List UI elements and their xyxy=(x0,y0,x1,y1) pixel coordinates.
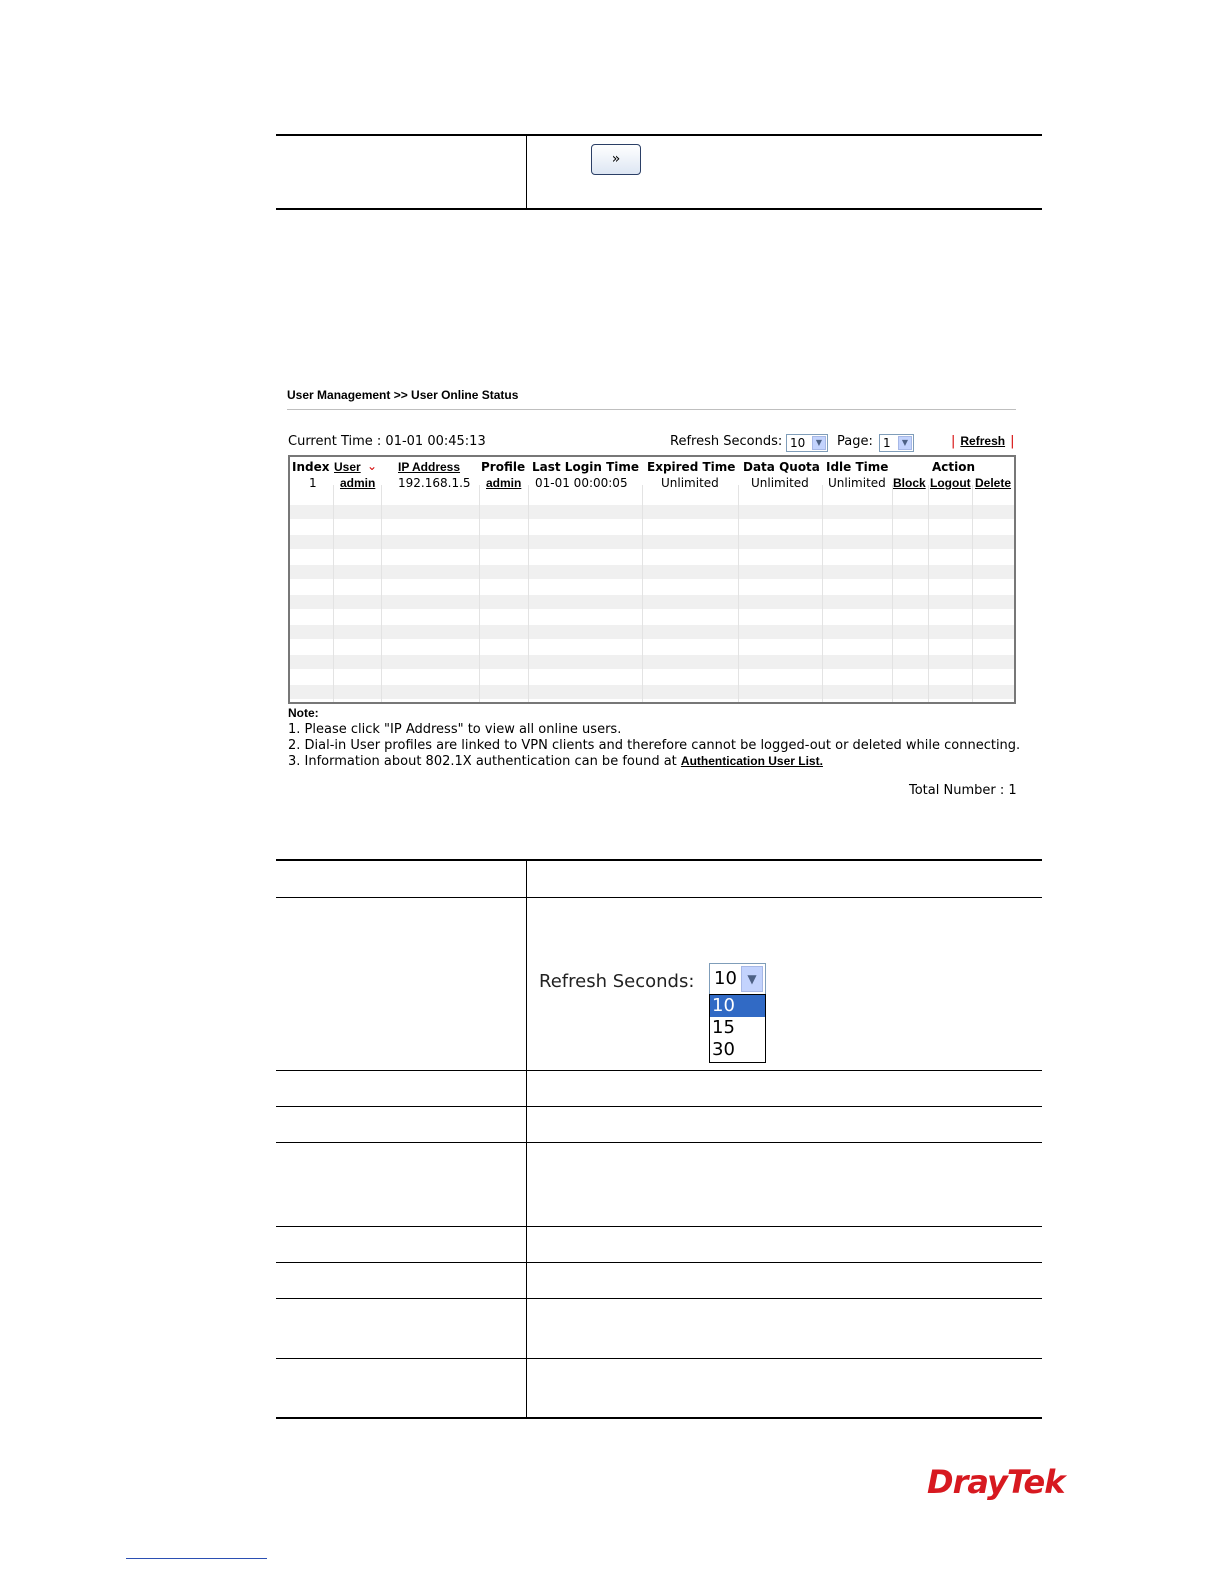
table-row xyxy=(290,655,1014,669)
logout-link[interactable]: Logout xyxy=(930,476,971,490)
cell-profile-link[interactable]: admin xyxy=(486,476,522,490)
option-30[interactable]: 30 xyxy=(712,1039,735,1060)
zoom-refresh-seconds-label: Refresh Seconds: xyxy=(539,971,695,992)
pipe-separator: | xyxy=(1010,434,1015,449)
sort-down-icon[interactable]: ⌄ xyxy=(367,459,378,473)
zoom-refresh-seconds-select[interactable] xyxy=(709,963,766,995)
note-line-1: 1. Please click "IP Address" to view all online users. xyxy=(288,722,622,737)
table-row xyxy=(290,595,1014,609)
table-row xyxy=(290,535,1014,549)
top-description-table xyxy=(276,134,1042,210)
column-line xyxy=(738,485,739,702)
delete-link[interactable]: Delete xyxy=(975,476,1012,490)
cell-idle-time: Unlimited xyxy=(828,476,886,490)
header-ip-address[interactable]: IP Address xyxy=(398,460,461,474)
note-line-3 xyxy=(288,754,823,769)
option-10[interactable]: 10 xyxy=(710,995,765,1017)
column-line xyxy=(333,485,334,702)
pipe-separator: | xyxy=(951,434,956,449)
bottom-description-table xyxy=(276,859,1042,1419)
refresh-seconds-select[interactable] xyxy=(786,434,828,452)
cell-last-login: 01-01 00:00:05 xyxy=(535,476,628,490)
cell-data-quota: Unlimited xyxy=(751,476,809,490)
row-divider xyxy=(276,1142,1042,1143)
column-line xyxy=(528,485,529,702)
chevron-down-icon: ▼ xyxy=(898,436,912,450)
row-divider xyxy=(276,1262,1042,1263)
page-label: Page: xyxy=(837,434,873,449)
note-title: Note: xyxy=(288,706,319,720)
refresh-seconds-label: Refresh Seconds: xyxy=(670,434,783,449)
online-users-table xyxy=(288,455,1016,704)
header-expired-time: Expired Time xyxy=(647,460,736,474)
row-divider xyxy=(276,1070,1042,1071)
cell-expired: Unlimited xyxy=(661,476,719,490)
cell-user-link[interactable]: admin xyxy=(340,476,376,490)
row-divider xyxy=(276,1298,1042,1299)
footer-rule xyxy=(126,1558,267,1559)
column-line xyxy=(892,485,893,702)
chevron-down-icon: ▼ xyxy=(741,966,763,992)
header-data-quota: Data Quota xyxy=(743,460,820,474)
draytek-logo: DrayTek xyxy=(927,1463,1065,1501)
cell-index: 1 xyxy=(309,476,317,490)
block-link[interactable]: Block xyxy=(893,476,926,490)
header-profile: Profile xyxy=(481,460,526,474)
column-line xyxy=(972,485,973,702)
zoom-selected-value: 10 xyxy=(714,968,737,989)
total-number: Total Number : 1 xyxy=(909,783,1017,798)
header-action: Action xyxy=(932,460,976,474)
row-divider xyxy=(276,897,1042,898)
header-user[interactable]: User xyxy=(334,460,361,474)
refresh-seconds-value: 10 xyxy=(790,436,806,450)
column-line xyxy=(822,485,823,702)
current-time: Current Time : 01-01 00:45:13 xyxy=(288,434,486,449)
page-value: 1 xyxy=(883,436,891,450)
header-index: Index xyxy=(292,460,330,474)
page-select[interactable] xyxy=(879,434,914,452)
table-row xyxy=(290,685,1014,699)
note-line-3-text: 3. Information about 802.1X authentication can be found at xyxy=(288,754,681,769)
refresh-link[interactable]: Refresh xyxy=(960,434,1006,448)
breadcrumb: User Management >> User Online Status xyxy=(287,388,519,402)
column-divider xyxy=(526,136,527,208)
note-line-2: 2. Dial-in User profiles are linked to VPN clients and therefore cannot be logged-out or deleted while connecting. xyxy=(288,738,1021,753)
chevron-down-icon: ▼ xyxy=(812,436,826,450)
row-divider xyxy=(276,1358,1042,1359)
column-line xyxy=(479,485,480,702)
authentication-user-list-link[interactable]: Authentication User List. xyxy=(680,754,823,768)
refresh-bar xyxy=(946,434,1019,449)
header-last-login: Last Login Time xyxy=(532,460,640,474)
column-line xyxy=(642,485,643,702)
column-line xyxy=(928,485,929,702)
option-15[interactable]: 15 xyxy=(712,1017,735,1038)
column-divider xyxy=(526,861,527,1417)
title-divider xyxy=(287,409,1016,410)
table-row xyxy=(290,625,1014,639)
column-line xyxy=(381,485,382,702)
cell-ip: 192.168.1.5 xyxy=(398,476,471,490)
zoom-options-list xyxy=(709,994,766,1063)
table-row xyxy=(290,505,1014,519)
row-divider xyxy=(276,1226,1042,1227)
row-divider xyxy=(276,1106,1042,1107)
table-row xyxy=(290,565,1014,579)
header-idle-time: Idle Time xyxy=(826,460,889,474)
next-page-button[interactable]: » xyxy=(591,144,641,175)
